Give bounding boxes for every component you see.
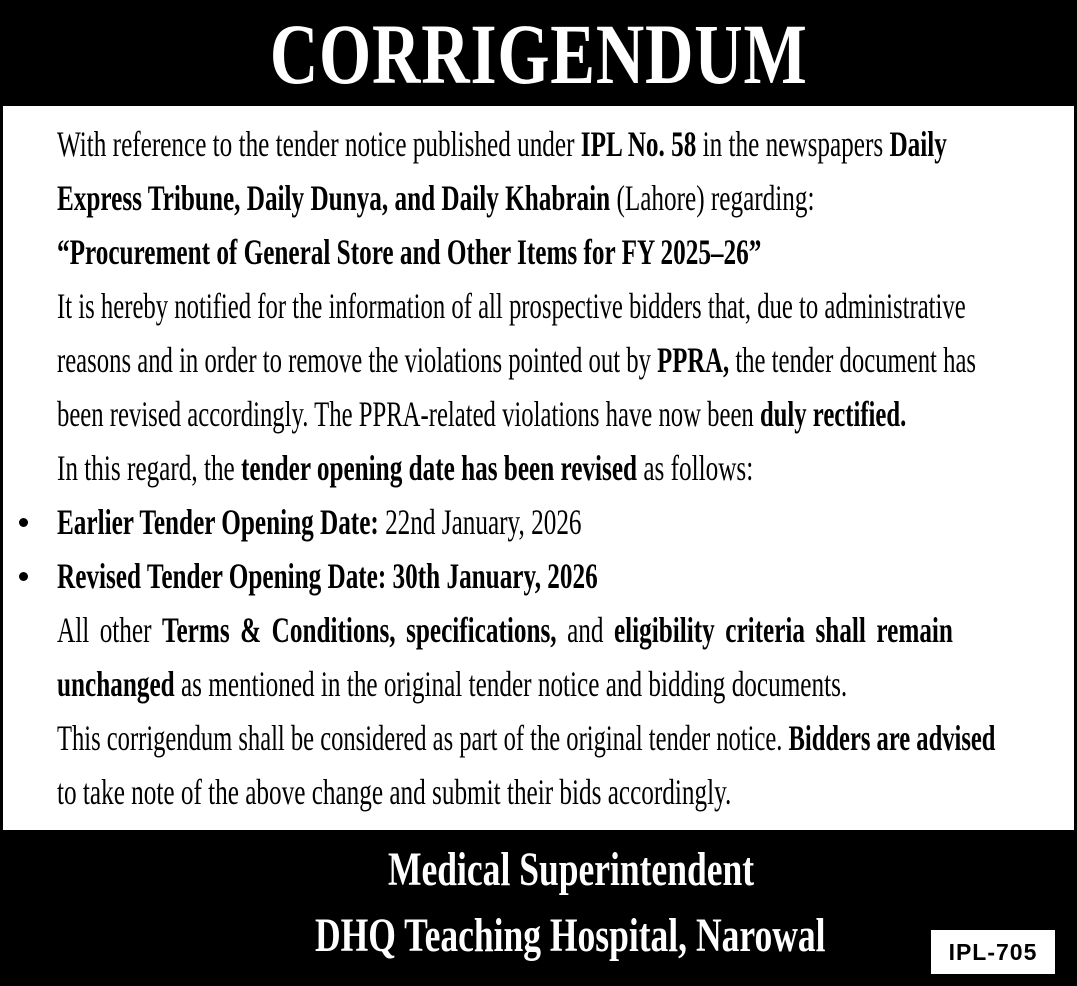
terms-line-2 bbox=[57, 658, 847, 710]
notice-line-1 bbox=[57, 280, 966, 332]
ipl-number: IPL No. 58 bbox=[580, 124, 697, 164]
reference-line-1 bbox=[57, 118, 947, 170]
revised-date-label: Revised Tender Opening Date: 30th January, 2026 bbox=[57, 556, 598, 596]
newspaper-names: Express Tribune, Daily Dunya, and Daily Khabrain bbox=[57, 178, 611, 218]
duly-rectified-text: duly rectified. bbox=[759, 394, 907, 434]
bullet-icon bbox=[19, 572, 28, 581]
subject-text: “Procurement of General Store and Other Items for FY 2025–26” bbox=[57, 232, 762, 272]
bullet-item-earlier-date bbox=[57, 496, 582, 548]
earlier-date-value: 22nd January, 2026 bbox=[378, 502, 582, 542]
terms-line-1 bbox=[57, 604, 953, 656]
revision-text-1: In this regard, the bbox=[57, 448, 242, 488]
closing-text-2: to take note of the above change and submit their bids accordingly. bbox=[57, 772, 732, 812]
reference-text: With reference to the tender notice published under bbox=[57, 124, 581, 164]
designation: Medical Superintendent bbox=[388, 843, 755, 896]
tender-subject bbox=[57, 226, 761, 278]
notice-text-4: been revised accordingly. The PPRA-related violations have now been bbox=[57, 394, 760, 434]
notice-text-3: the tender document has bbox=[729, 340, 977, 380]
notice-body bbox=[3, 106, 1074, 830]
terms-text-2: and bbox=[556, 610, 614, 650]
terms-text-1: All other bbox=[57, 610, 162, 650]
reference-text-2: in the newspapers bbox=[696, 124, 890, 164]
reference-text-3: (Lahore) regarding: bbox=[610, 178, 815, 218]
terms-text-bold-1: Terms & Conditions, specifications, bbox=[161, 610, 557, 650]
ipl-code-badge: IPL-705 bbox=[931, 930, 1055, 974]
bullet-icon bbox=[19, 518, 28, 527]
newspaper-daily: Daily bbox=[889, 124, 947, 164]
revision-text-bold: tender opening date has been revised bbox=[241, 448, 638, 488]
terms-text-bold-2: eligibility criteria shall remain bbox=[613, 610, 953, 650]
closing-text-1: This corrigendum shall be considered as part of the original tender notice. bbox=[57, 718, 789, 758]
notice-line-3 bbox=[57, 388, 906, 440]
notice-line-2 bbox=[57, 334, 976, 386]
bidders-advised-text: Bidders are advised bbox=[788, 718, 996, 758]
header-banner bbox=[3, 3, 1074, 106]
signature-footer bbox=[3, 830, 1074, 986]
bullet-item-revised-date bbox=[57, 550, 598, 602]
ppra-text: PPRA, bbox=[657, 340, 730, 380]
closing-line-1 bbox=[57, 712, 995, 764]
revision-text-2: as follows: bbox=[637, 448, 754, 488]
unchanged-text: unchanged bbox=[57, 664, 175, 704]
notice-text-2: reasons and in order to remove the violations pointed out by bbox=[57, 340, 658, 380]
page-title: CORRIGENDUM bbox=[269, 6, 808, 102]
revision-line bbox=[57, 442, 753, 494]
reference-line-2 bbox=[57, 172, 814, 224]
notice-text-1: It is hereby notified for the information of all prospective bidders that, due to administrative bbox=[57, 286, 966, 326]
earlier-date-label: Earlier Tender Opening Date: bbox=[57, 502, 379, 542]
closing-line-2 bbox=[57, 766, 731, 818]
organization: DHQ Teaching Hospital, Narowal bbox=[315, 909, 826, 962]
terms-text-3: as mentioned in the original tender notice and bidding documents. bbox=[174, 664, 848, 704]
